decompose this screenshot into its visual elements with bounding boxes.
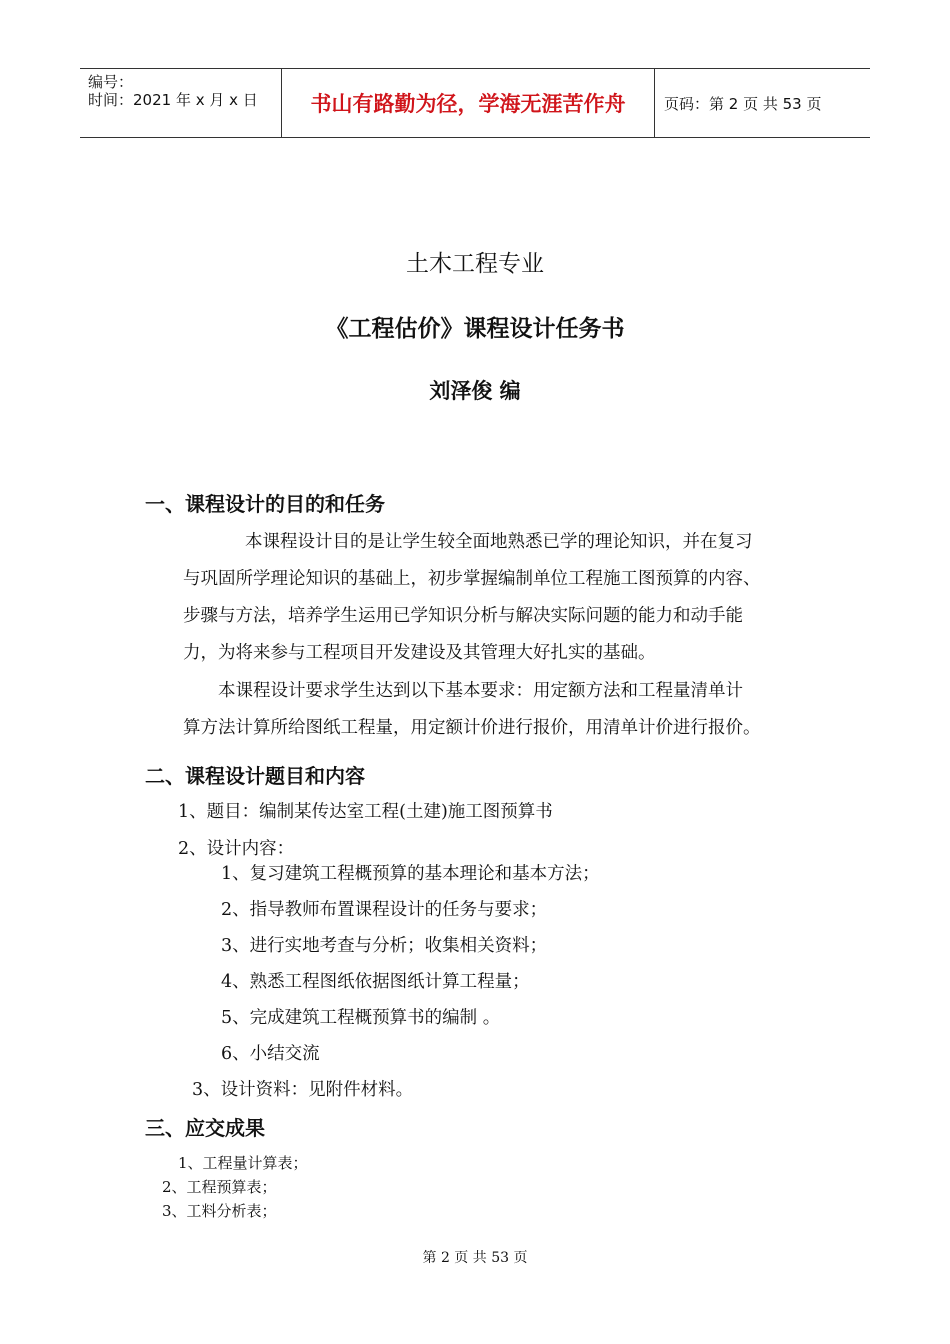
header-motto: 书山有路勤为径，学海无涯苦作舟	[282, 69, 655, 137]
document-title: 《工程估价》课程设计任务书	[325, 316, 625, 342]
sub-list-item: 3、进行实地考查与分析；收集相关资料；	[221, 936, 548, 956]
sub-list-item: 2、指导教师布置课程设计的任务与要求；	[221, 900, 548, 920]
paragraph-line: 算方法计算所给图纸工程量，用定额计价进行报价，用清单计价进行报价。	[183, 718, 761, 738]
paragraph-line: 力，为将来参与工程项目开发建设及其管理大好扎实的基础。	[183, 643, 656, 663]
list-item: 1、工程量计算表；	[178, 1154, 308, 1172]
paragraph-line: 本课程设计目的是让学生较全面地熟悉已学的理论知识，并在复习	[245, 532, 753, 552]
list-item: 2、工程预算表；	[162, 1178, 277, 1196]
list-item: 2、设计内容：	[178, 839, 295, 859]
page-footer: 第 2 页 共 53 页	[422, 1250, 528, 1266]
header-meta-cell	[80, 69, 282, 137]
section3-heading: 三、应交成果	[145, 1116, 265, 1140]
sub-list-item: 1、复习建筑工程概预算的基本理论和基本方法；	[221, 864, 600, 884]
paragraph-line: 步骤与方法，培养学生运用已学知识分析与解决实际问题的能力和动手能	[183, 606, 743, 626]
sub-list-item: 6、小结交流	[221, 1044, 320, 1064]
list-item: 3、设计资料：见附件材料。	[192, 1080, 414, 1100]
section1-heading: 一、课程设计的目的和任务	[145, 492, 385, 516]
time-label: 时间：2021 年 x 月 x 日	[88, 91, 258, 109]
section2-heading: 二、课程设计题目和内容	[145, 764, 365, 788]
author-line: 刘泽俊 编	[429, 379, 521, 403]
list-item: 3、工料分析表；	[162, 1202, 277, 1220]
sub-list-item: 5、完成建筑工程概预算书的编制 。	[221, 1008, 501, 1028]
page-header	[80, 68, 870, 138]
header-page-info: 页码：第 2 页 共 53 页	[664, 95, 822, 113]
major-title: 土木工程专业	[406, 251, 544, 277]
number-label: 编号：	[88, 73, 134, 91]
paragraph-line: 本课程设计要求学生达到以下基本要求：用定额方法和工程量清单计	[218, 681, 743, 701]
list-item: 1、题目：编制某传达室工程(土建)施工图预算书	[178, 802, 553, 822]
sub-list-item: 4、熟悉工程图纸依据图纸计算工程量；	[221, 972, 530, 992]
paragraph-line: 与巩固所学理论知识的基础上，初步掌握编制单位工程施工图预算的内容、	[183, 569, 761, 589]
